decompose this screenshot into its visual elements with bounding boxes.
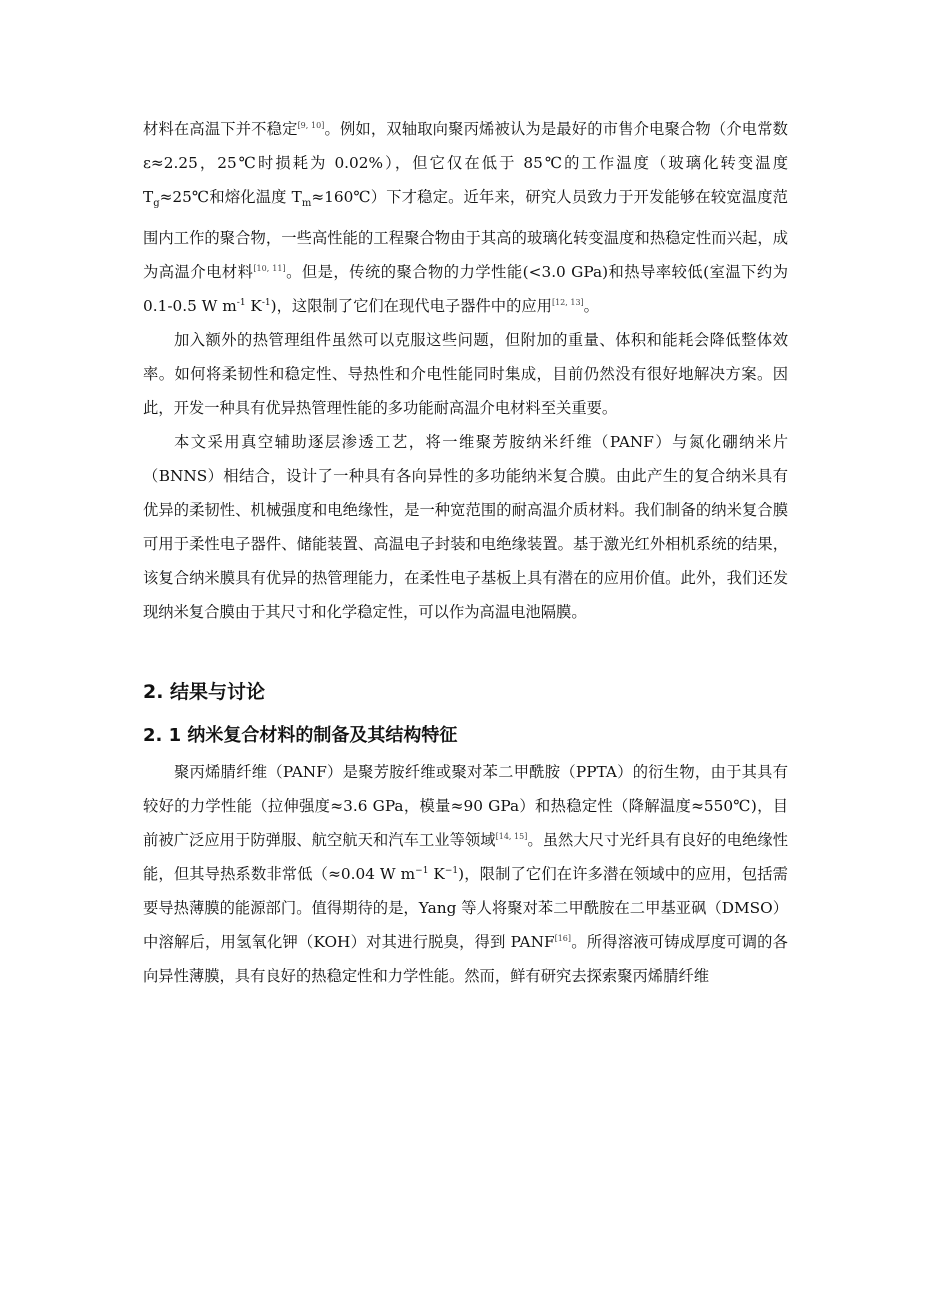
superscript: -1 [236, 297, 246, 308]
citation[interactable]: [12, 13] [551, 297, 584, 307]
text-run: K [428, 865, 445, 884]
text-run: 。虽然大尺寸光纤具有良好的电绝缘性能，但其导热系数非常低（≈0.04 W m [143, 831, 788, 884]
text-run: 材料在高温下并不稳定 [143, 120, 298, 138]
subscript: g [153, 198, 160, 210]
text-run: 聚丙烯腈纤维（PANF）是聚芳胺纤维或聚对苯二甲酰胺（PPTA）的衍生物，由于其具有较好的力学性能（拉伸强度≈3.6 GPa，模量≈90 GPa）和热稳定性（降解温度≈550℃)，目前被广泛应用于防弹服、航空航天和汽车工业等领域 [143, 763, 788, 850]
subscript: m [301, 198, 312, 210]
superscript: -1 [261, 297, 271, 308]
paragraph-2: 加入额外的热管理组件虽然可以克服这些问题，但附加的重量、体积和能耗会降低整体效率。如何将柔韧性和稳定性、导热性和介电性能同时集成，目前仍然没有很好地解决方案。因此，开发一种具有优异热管理性能的多功能耐高温介电材料至关重要。 [143, 331, 788, 418]
text-run: )，这限制了它们在现代电子器件中的应用 [270, 297, 552, 316]
paragraph-3: 本文采用真空辅助逐层渗透工艺，将一维聚芳胺纳米纤维（PANF）与氮化硼纳米片（BNNS）相结合，设计了一种具有各向异性的多功能纳米复合膜。由此产生的复合纳米具有优异的柔韧性、机械强度和电绝缘性，是一种宽范围的耐高温介质材料。我们制备的纳米复合膜可用于柔性电子器件、储能装置、高温电子封装和电绝缘装置。基于激光红外相机系统的结果，该复合纳米膜具有优异的热管理能力，在柔性电子基板上具有潜在的应用价值。此外，我们还发现纳米复合膜由于其尺寸和化学稳定性，可以作为高温电池隔膜。 [143, 433, 788, 622]
section-heading: 2. 结果与讨论 [143, 681, 266, 704]
document-page [143, 112, 788, 993]
text-run: 。例如，双轴取向聚丙烯被认为是最好的市售介电聚合物（介电常数ε≈2.25，25℃时损耗为 0.02%），但它仅在低于 85℃的工作温度（玻璃化转变温度 T [143, 120, 788, 206]
paragraph-1 [143, 112, 788, 323]
paragraph-4 [143, 755, 788, 993]
text-run: 。但是，传统的聚合物的力学性能(<3.0 GPa)和热导率较低(室温下约为 0.1-0.5 W m [143, 263, 788, 316]
text-run: 。所得溶液可铸成厚度可调的各向异性薄膜，具有良好的热稳定性和力学性能。然而，鲜有研究去探索聚丙烯腈纤维 [143, 933, 788, 986]
superscript: −1 [415, 865, 429, 876]
text-run: )，限制了它们在许多潜在领域中的应用，包括需要导热薄膜的能源部门。值得期待的是，Yang 等人将聚对苯二甲酰胺在二甲基亚砜（DMSO）中溶解后，用氢氧化钾（KOH）对其进行脱臭，得到 PANF [143, 865, 788, 952]
text-run: ≈25℃和熔化温度 T [159, 188, 302, 206]
citation[interactable]: [10, 11] [253, 263, 286, 273]
text-run: 。 [583, 297, 599, 316]
superscript: −1 [444, 865, 459, 876]
subsection-heading: 2. 1 纳米复合材料的制备及其结构特征 [143, 725, 458, 747]
text-run: ≈160℃）下才稳定。近年来，研究人员致力于开发能够在较宽温度范围内工作的聚合物，一些高性能的工程聚合物由于其高的玻璃化转变温度和热稳定性而兴起，成为高温介电材料 [143, 188, 788, 282]
citation[interactable]: [14, 15] [495, 831, 528, 841]
text-run: K [245, 297, 262, 316]
citation[interactable]: [16] [554, 933, 571, 943]
citation[interactable]: [9, 10] [297, 120, 325, 130]
